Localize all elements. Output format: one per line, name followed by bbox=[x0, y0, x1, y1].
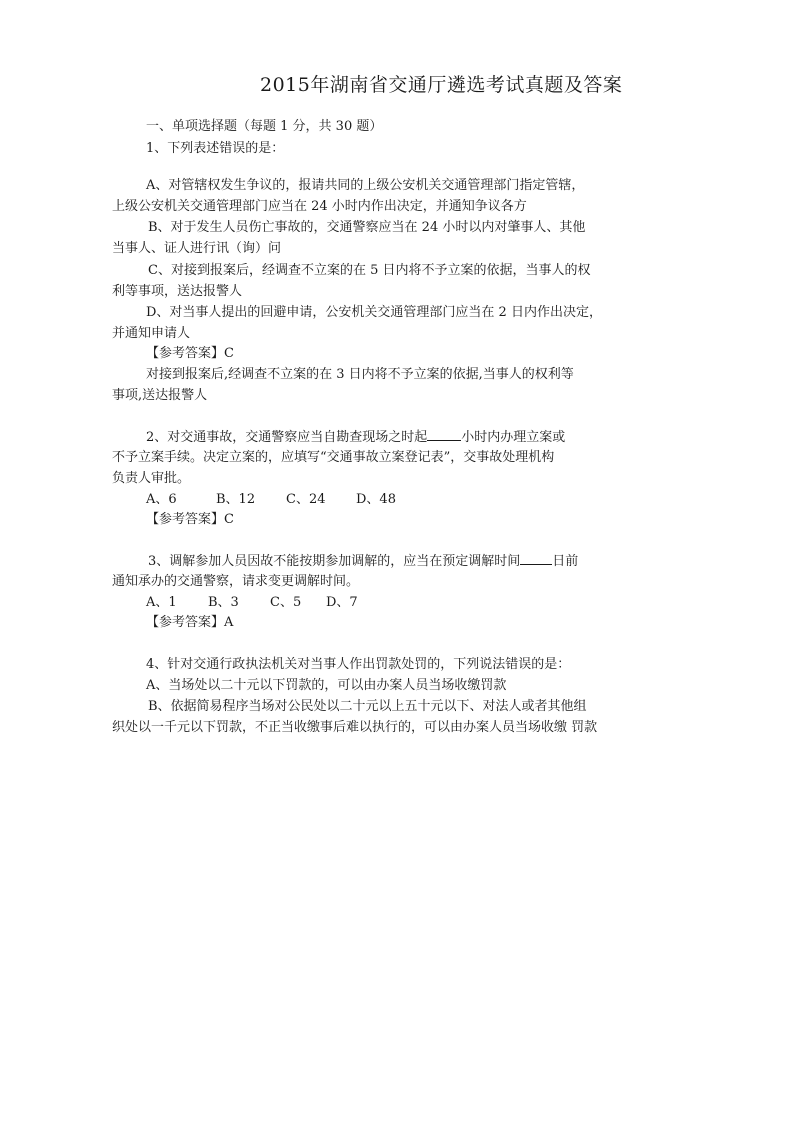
q4-option-b-line1: B、依据简易程序当场对公民处以二十元以上五十元以下、对法人或者其他组 bbox=[148, 699, 587, 714]
q3-stem-text-end: 日前 bbox=[552, 554, 579, 569]
q4-option-b-line2: 织处以一千元以下罚款，不正当收缴事后难以执行的，可以由办案人员当场收缴 罚款 bbox=[112, 720, 598, 735]
q1-option-d-line1: D、对当事人提出的回避申请，公安机关交通管理部门应当在 2 日内作出决定， bbox=[146, 305, 602, 320]
q1-option-b-line1: B、对于发生人员伤亡事故的，交通警察应当在 24 小时以内对肇事人、其他 bbox=[148, 220, 586, 235]
q2-blank bbox=[427, 428, 461, 441]
q1-explanation-line2: 事项,送达报警人 bbox=[112, 388, 208, 403]
q1-option-a-line2: 上级公安机关交通管理部门应当在 24 小时内作出决定，并通知争议各方 bbox=[112, 199, 527, 214]
q1-option-b-line2: 当事人、证人进行讯（询）问 bbox=[112, 241, 282, 256]
q1-answer: 【参考答案】C bbox=[146, 346, 234, 361]
q3-option-d: D、7 bbox=[326, 595, 358, 610]
q1-explanation-line1: 对接到报案后,经调查不立案的在 3 日内将不予立案的依据,当事人的权利等 bbox=[146, 367, 574, 382]
q3-stem-line2: 通知承办的交通警察，请求变更调解时间。 bbox=[112, 574, 360, 589]
q2-stem-text-end: 小时内办理立案或 bbox=[461, 430, 566, 445]
q3-stem-text: 3、调解参加人员因故不能按期参加调解的，应当在预定调解时间 bbox=[148, 554, 521, 569]
q4-stem: 4、针对交通行政执法机关对当事人作出罚款处罚的，下列说法错误的是： bbox=[146, 657, 571, 672]
q3-blank bbox=[520, 552, 552, 565]
q3-option-c: C、5 bbox=[270, 595, 302, 610]
q3-option-a: A、1 bbox=[146, 595, 177, 610]
q2-stem-line3: 负责人审批。 bbox=[112, 471, 191, 486]
q3-stem bbox=[148, 552, 578, 571]
q3-option-b: B、3 bbox=[208, 595, 239, 610]
q1-option-c-line1: C、对接到报案后，经调查不立案的在 5 日内将不予立案的依据，当事人的权 bbox=[148, 263, 591, 278]
q2-option-d: D、48 bbox=[356, 492, 396, 507]
q2-stem bbox=[146, 428, 565, 447]
section-heading: 一、单项选择题（每题 1 分，共 30 题） bbox=[146, 119, 383, 134]
q4-option-a: A、当场处以二十元以下罚款的，可以由办案人员当场收缴罚款 bbox=[146, 678, 507, 693]
q2-option-b: B、12 bbox=[216, 492, 256, 507]
q2-options bbox=[146, 491, 396, 509]
q2-option-a: A、6 bbox=[146, 492, 177, 507]
q2-option-c: C、24 bbox=[286, 492, 326, 507]
q1-option-a-line1: A、对管辖权发生争议的，报请共同的上级公安机关交通管理部门指定管辖， bbox=[146, 178, 585, 193]
q3-answer: 【参考答案】A bbox=[146, 615, 234, 630]
q1-option-d-line2: 并通知申请人 bbox=[112, 326, 191, 341]
q3-options bbox=[146, 594, 358, 612]
document-title: 2015年湖南省交通厅遴选考试真题及答案 bbox=[260, 74, 623, 96]
q1-option-c-line2: 利等事项，送达报警人 bbox=[112, 284, 243, 299]
q2-stem-line2: 不予立案手续。决定立案的，应填写“交通事故立案登记表”，交事故处理机构 bbox=[112, 450, 555, 465]
q2-answer: 【参考答案】C bbox=[146, 512, 234, 527]
q2-stem-text: 2、对交通事故，交通警察应当自勘查现场之时起 bbox=[146, 430, 428, 445]
q1-stem: 1、下列表述错误的是： bbox=[146, 141, 285, 156]
